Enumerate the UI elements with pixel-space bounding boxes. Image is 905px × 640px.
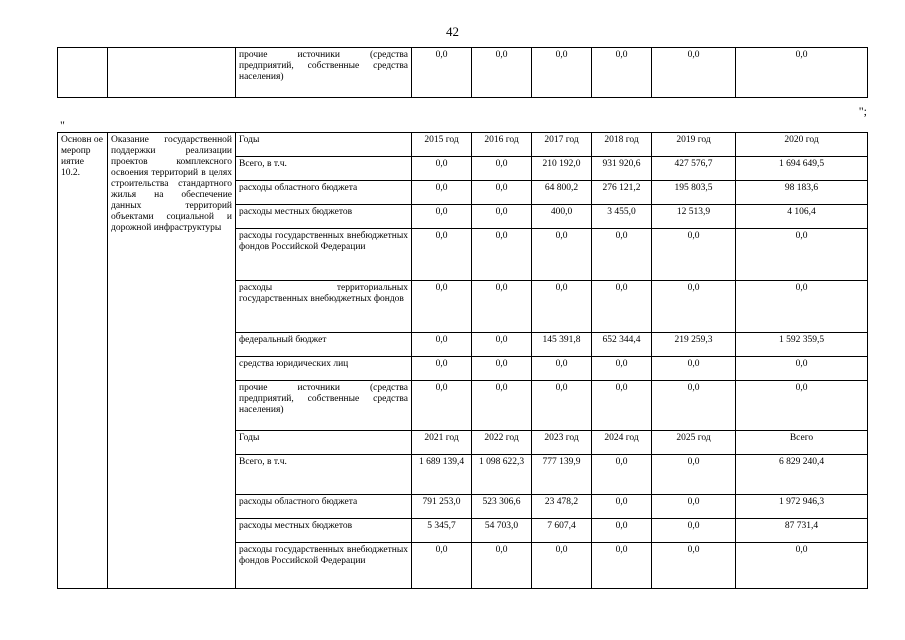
closing-quote: ";	[858, 104, 867, 118]
value-cell: 0,0	[412, 543, 472, 589]
header-cell: 2016 год	[472, 133, 532, 157]
value-cell: 777 139,9	[532, 455, 592, 495]
value-cell: 0,0	[736, 543, 868, 589]
header-cell: Годы	[236, 431, 412, 455]
value-cell: 64 800,2	[532, 181, 592, 205]
value-cell: 0,0	[592, 495, 652, 519]
value-cell: 0,0	[652, 381, 736, 431]
value-cell: 0,0	[472, 181, 532, 205]
value-cell: 12 513,9	[652, 205, 736, 229]
value-cell: 0,0	[412, 333, 472, 357]
value-cell: 0,0	[472, 48, 532, 98]
value-cell: 0,0	[592, 455, 652, 495]
value-cell: 219 259,3	[652, 333, 736, 357]
value-cell: 0,0	[652, 495, 736, 519]
value-cell: 0,0	[736, 381, 868, 431]
header-cell: 2022 год	[472, 431, 532, 455]
header-cell: 2017 год	[532, 133, 592, 157]
value-cell: 0,0	[472, 543, 532, 589]
value-cell: 0,0	[592, 357, 652, 381]
value-cell: 0,0	[472, 157, 532, 181]
header-cell: 2020 год	[736, 133, 868, 157]
value-cell: 0,0	[472, 333, 532, 357]
value-cell: 0,0	[592, 519, 652, 543]
value-cell: 0,0	[412, 357, 472, 381]
value-cell: 0,0	[592, 48, 652, 98]
row-label: Всего, в т.ч.	[236, 157, 412, 181]
row-label: Всего, в т.ч.	[236, 455, 412, 495]
value-cell: 791 253,0	[412, 495, 472, 519]
value-cell: 0,0	[412, 157, 472, 181]
value-cell: 0,0	[736, 48, 868, 98]
value-cell: 400,0	[532, 205, 592, 229]
value-cell: 0,0	[412, 381, 472, 431]
row-label: средства юридических лиц	[236, 357, 412, 381]
value-cell: 1 972 946,3	[736, 495, 868, 519]
value-cell: 87 731,4	[736, 519, 868, 543]
value-cell: 0,0	[412, 48, 472, 98]
value-cell: 98 183,6	[736, 181, 868, 205]
value-cell: 5 345,7	[412, 519, 472, 543]
row-label: расходы областного бюджета	[236, 181, 412, 205]
value-cell: 0,0	[532, 229, 592, 281]
description-cell: Оказание государственной поддержки реализации проектов комплексного освоения территорий в целях строительства стандартного жилья на обеспечение данных территорий объектами социальной и дорожной инфраструктуры	[108, 133, 236, 589]
value-cell: 0,0	[472, 281, 532, 333]
header-cell: 2023 год	[532, 431, 592, 455]
value-cell: 0,0	[472, 381, 532, 431]
value-cell: 0,0	[472, 205, 532, 229]
value-cell: 0,0	[652, 543, 736, 589]
value-cell: 210 192,0	[532, 157, 592, 181]
value-cell: 23 478,2	[532, 495, 592, 519]
value-cell: 1 689 139,4	[412, 455, 472, 495]
value-cell: 0,0	[472, 229, 532, 281]
value-cell: 0,0	[652, 48, 736, 98]
table-row	[58, 48, 868, 98]
value-cell: 0,0	[532, 357, 592, 381]
value-cell: 0,0	[736, 281, 868, 333]
value-cell: 427 576,7	[652, 157, 736, 181]
value-cell: 7 607,4	[532, 519, 592, 543]
value-cell: 1 694 649,5	[736, 157, 868, 181]
value-cell: 6 829 240,4	[736, 455, 868, 495]
value-cell: 0,0	[532, 281, 592, 333]
header-cell: 2019 год	[652, 133, 736, 157]
row-label: расходы территориальных государственных внебюджетных фондов	[236, 281, 412, 333]
header-cell: 2015 год	[412, 133, 472, 157]
value-cell: 0,0	[592, 543, 652, 589]
value-cell: 0,0	[652, 519, 736, 543]
value-cell: 0,0	[412, 281, 472, 333]
header-cell: Годы	[236, 133, 412, 157]
table-row	[58, 133, 868, 157]
value-cell: 652 344,4	[592, 333, 652, 357]
row-label: расходы местных бюджетов	[236, 205, 412, 229]
value-cell: 1 098 622,3	[472, 455, 532, 495]
header-cell: Всего	[736, 431, 868, 455]
value-cell: 0,0	[532, 48, 592, 98]
header-cell: 2021 год	[412, 431, 472, 455]
row-label: расходы государственных внебюджетных фондов Российской Федерации	[236, 543, 412, 589]
value-cell: 0,0	[592, 229, 652, 281]
row-label: федеральный бюджет	[236, 333, 412, 357]
row-label: расходы государственных внебюджетных фондов Российской Федерации	[236, 229, 412, 281]
page-number: 42	[446, 24, 459, 39]
value-cell: 0,0	[412, 205, 472, 229]
row-label: расходы местных бюджетов	[236, 519, 412, 543]
header-cell: 2025 год	[652, 431, 736, 455]
section-cell: Основн ое меропр иятие 10.2.	[58, 133, 108, 589]
value-cell: 0,0	[652, 281, 736, 333]
row-label: прочие источники (средства предприятий, собственные средства населения)	[236, 381, 412, 431]
row-label: прочие источники (средства предприятий, собственные средства населения)	[236, 48, 412, 98]
value-cell: 0,0	[592, 281, 652, 333]
value-cell: 3 455,0	[592, 205, 652, 229]
header-cell: 2018 год	[592, 133, 652, 157]
value-cell: 0,0	[412, 181, 472, 205]
value-cell: 0,0	[472, 357, 532, 381]
value-cell: 523 306,6	[472, 495, 532, 519]
header-cell: 2024 год	[592, 431, 652, 455]
value-cell: 0,0	[652, 229, 736, 281]
opening-quote: "	[60, 118, 65, 132]
value-cell: 0,0	[532, 381, 592, 431]
value-cell: 0,0	[652, 357, 736, 381]
value-cell: 0,0	[736, 357, 868, 381]
continued-table	[57, 47, 868, 98]
main-table	[57, 132, 868, 589]
value-cell: 0,0	[592, 381, 652, 431]
value-cell: 0,0	[652, 455, 736, 495]
value-cell: 54 703,0	[472, 519, 532, 543]
value-cell: 145 391,8	[532, 333, 592, 357]
value-cell: 4 106,4	[736, 205, 868, 229]
value-cell: 0,0	[736, 229, 868, 281]
value-cell: 1 592 359,5	[736, 333, 868, 357]
value-cell: 195 803,5	[652, 181, 736, 205]
value-cell: 0,0	[412, 229, 472, 281]
value-cell: 931 920,6	[592, 157, 652, 181]
row-label: расходы областного бюджета	[236, 495, 412, 519]
empty-cell	[58, 48, 108, 98]
empty-cell	[108, 48, 236, 98]
value-cell: 0,0	[532, 543, 592, 589]
value-cell: 276 121,2	[592, 181, 652, 205]
